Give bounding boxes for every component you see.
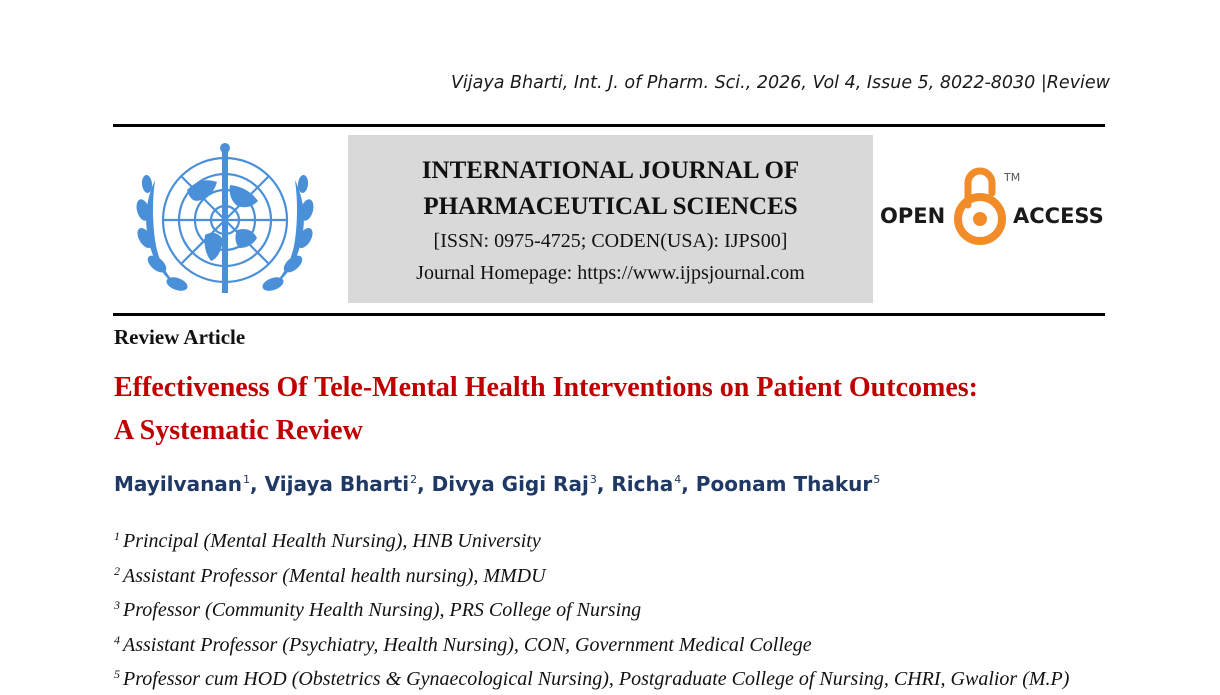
affiliation-number: 4 (114, 632, 120, 647)
author-separator: , (681, 472, 696, 496)
author-sup: 5 (873, 473, 881, 486)
affiliation-item (114, 626, 1114, 661)
journal-name-line1: INTERNATIONAL JOURNAL OF (421, 157, 800, 184)
affiliation-text: Professor cum HOD (Obstetrics & Gynaecological Nursing), Postgraduate College of Nursing, CHRI, Gwalior (M.P) (123, 668, 1070, 690)
journal-issn: [ISSN: 0975-4725; CODEN(USA): IJPS00] (433, 230, 788, 252)
affiliation-text: Professor (Community Health Nursing), PRS College of Nursing (123, 599, 642, 621)
article-title (114, 366, 1114, 452)
affiliation-item (114, 660, 1114, 695)
affiliation-text: Assistant Professor (Mental health nursing), MMDU (123, 564, 546, 587)
author-sup: 1 (243, 473, 251, 486)
journal-title-box (348, 135, 873, 303)
article-title-line1: Effectiveness Of Tele-Mental Health Interventions on Patient Outcomes: (114, 372, 978, 403)
journal-emblem-logo (125, 140, 325, 305)
article-title-line2: A Systematic Review (114, 415, 363, 446)
affiliation-number: 1 (114, 529, 120, 543)
author-sup: 4 (674, 473, 682, 486)
header-bottom-rule (113, 313, 1105, 316)
author-sup: 3 (589, 473, 597, 486)
open-access-left-text: OPEN (880, 204, 946, 228)
author-name: Mayilvanan (114, 472, 243, 496)
affiliation-list (114, 522, 1114, 695)
affiliation-number: 2 (114, 563, 120, 578)
author-separator: , (250, 472, 265, 496)
author-name: Poonam Thakur (695, 472, 873, 496)
journal-homepage[interactable]: Journal Homepage: https://www.ijpsjournal.com (416, 262, 805, 284)
open-access-logo (880, 165, 1110, 255)
header-top-rule (113, 124, 1105, 127)
affiliation-number: 5 (114, 667, 120, 681)
author-name: Divya Gigi Raj (431, 472, 589, 496)
author-separator: , (596, 472, 612, 496)
author-name: Vijaya Bharti (264, 472, 410, 496)
author-sup: 2 (410, 473, 418, 486)
author-separator: , (417, 472, 432, 496)
author-name: Richa (611, 472, 674, 496)
running-head: Vijaya Bharti, Int. J. of Pharm. Sci., 2026, Vol 4, Issue 5, 8022-8030 |Review (450, 73, 1110, 93)
affiliation-item (114, 522, 1114, 557)
article-type: Review Article (114, 325, 246, 349)
affiliation-item (114, 591, 1114, 626)
journal-name-line2: PHARMACEUTICAL SCIENCES (423, 193, 798, 220)
affiliation-number: 3 (114, 598, 120, 612)
affiliation-item (114, 557, 1114, 592)
trademark-text: TM (1004, 171, 1021, 184)
affiliation-text: Principal (Mental Health Nursing), HNB University (123, 530, 541, 552)
author-list (114, 472, 880, 496)
open-access-right-text: ACCESS (1013, 204, 1104, 228)
affiliation-text: Assistant Professor (Psychiatry, Health Nursing), CON, Government Medical College (123, 633, 812, 656)
